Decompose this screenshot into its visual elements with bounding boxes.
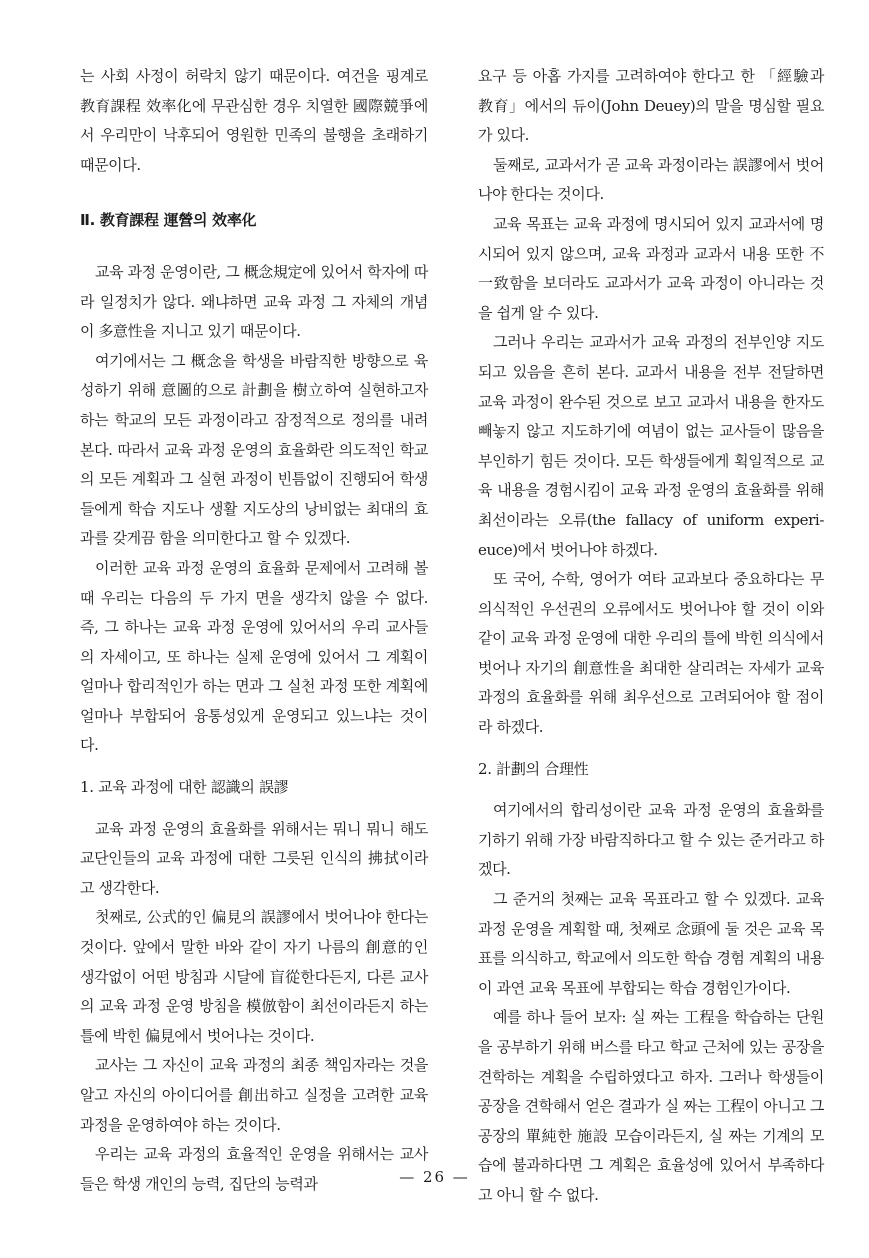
paragraph: 여기에서의 합리성이란 교육 과정 운영의 효율화를 기하기 위해 가장 바람직하다고 할 수 있는 준거라고 하겠다. — [478, 801, 824, 879]
paragraph: 여기에서는 그 概念을 학생을 바람직한 방향으로 육성하기 위해 意圖的으로 計劃을 樹立하여 실현하고자 하는 학교의 모든 과정이라고 잠정적으로 정의를 내려 본다. 따라서 교육 과정 운영의 효율화란 의도적인 학교의 모든 계획과 그 실현 과정이 빈틈없이 진행되어 학생들에게 학습 지도나 생활 지도상의 낭비없는 최대의 효과를 갖게끔 함을 의미한다고 할 수 있겠다. — [80, 351, 428, 548]
paragraph: 예를 하나 들어 보자: 실 짜는 工程을 학습하는 단원을 공부하기 위해 버스를 타고 학교 근처에 있는 공장을 견학하는 계획을 수립하였다고 하자. 그러나 학생들이 공장을 견학해서 얻은 결과가 실 짜는 工程이 아니고 그 공장의 單純한 施設 모습이라든지, 실 짜는 기계의 모습에 불과하다면 그 계획은 효율성에 있어서 부족하다고 아니 할 수 없다. — [478, 1008, 824, 1204]
subsection-heading: 2. 計劃의 合理性 — [478, 759, 589, 778]
paragraph: 우리는 교육 과정의 효율적인 운영을 위해서는 교사들은 학생 개인의 능력, 집단의 능력과 — [80, 1145, 428, 1193]
paragraph: 교육 과정 운영이란, 그 概念規定에 있어서 학자에 따라 일정치가 않다. 왜냐하면 교육 과정 그 자체의 개념이 多意性을 지니고 있기 때문이다. — [80, 262, 428, 341]
page-number: — 26 — — [399, 1168, 470, 1186]
subsection-heading: 1. 교육 과정에 대한 認識의 誤謬 — [80, 778, 289, 797]
paragraph: 첫째로, 公式的인 偏見의 誤謬에서 벗어나야 한다는 것이다. 앞에서 말한 바와 같이 자기 나름의 創意的인 생각없이 어떤 방침과 시달에 盲從한다든지, 다른 교사의 교육 과정 운영 방침을 模倣함이 최선이라든지 하는 틀에 박힌 偏見에서 벗어나는 것이다. — [80, 908, 428, 1045]
paragraph: 교육 목표는 교육 과정에 명시되어 있지 교과서에 명시되어 있지 않으며, 교육 과정과 교과서 내용 또한 不一致함을 보더라도 교과서가 교육 과정이 아니라는 것을 쉽게 알 수 있다. — [478, 214, 824, 322]
paragraph: 그 준거의 첫째는 교육 목표라고 할 수 있겠다. 교육 과정 운영을 계획할 때, 첫째로 念頭에 둘 것은 교육 목표를 의식하고, 학교에서 의도한 학습 경험 계획의 내용이 과연 교육 목표에 부합되는 학습 경험인가이다. — [478, 890, 824, 997]
left-column — [80, 62, 428, 1199]
paragraph: 교육 과정 운영의 효율화를 위해서는 뭐니 뭐니 해도 교단인들의 교육 과정에 대한 그릇된 인식의 拂拭이라고 생각한다. — [80, 819, 428, 897]
section-heading: Ⅱ. 教育課程 運營의 效率化 — [80, 211, 257, 230]
paragraph: 교사는 그 자신이 교육 과정의 최종 책임자라는 것을 알고 자신의 아이디어를 創出하고 실정을 고려한 교육 과정을 운영하여야 하는 것이다. — [80, 1056, 428, 1134]
paragraph: 는 사회 사정이 허락치 않기 때문이다. 여건을 핑계로 教育課程 效率化에 무관심한 경우 치열한 國際競爭에서 우리만이 낙후되어 영원한 민족의 불행을 초래하기 때문이다. — [80, 67, 428, 174]
paragraph: 이러한 교육 과정 운영의 효율화 문제에서 고려해 볼 때 우리는 다음의 두 가지 면을 생각치 않을 수 없다. 즉, 그 하나는 교육 과정 운영에 있어서의 우리 교사들의 자세이고, 또 하나는 실제 운영에 있어서 그 계획이 얼마나 합리적인가 하는 면과 그 실천 과정 또한 계획에 얼마나 부합되어 융통성있게 운영되고 있느냐는 것이다. — [80, 558, 428, 755]
paragraph: 요구 등 아홉 가지를 고려하여야 한다고 한 「經驗과 教育」에서의 듀이(John Deuey)의 말을 명심할 필요가 있다. — [478, 67, 824, 145]
right-column — [478, 62, 824, 1211]
paragraph: 또 국어, 수학, 영어가 여타 교과보다 중요하다는 무의식적인 우선권의 오류에서도 벗어나야 할 것이 이와 같이 교육 과정 운영에 대한 우리의 틀에 박힌 의식에서 벗어나 자기의 創意性을 최대한 살리려는 자세가 교육 과정의 효율화를 위해 최우선으로 고려되어야 할 점이라 하겠다. — [478, 570, 824, 737]
paragraph: 그러나 우리는 교과서가 교육 과정의 전부인양 지도되고 있음을 흔히 본다. 교과서 내용을 전부 전달하면 교육 과정이 완수된 것으로 보고 교과서 내용을 한자도 빼놓지 않고 지도하기에 여념이 없는 교사들이 많음을 부인하기 힘든 것이다. 모든 학생들에게 획일적으로 교육 내용을 경험시킴이 교육 과정 운영의 효율화를 위해 최선이라는 오류(the fallacy of uniform experi-euce)에서 벗어나야 하겠다. — [478, 333, 824, 559]
paragraph: 둘째로, 교과서가 곧 교육 과정이라는 誤謬에서 벗어나야 한다는 것이다. — [478, 155, 824, 204]
